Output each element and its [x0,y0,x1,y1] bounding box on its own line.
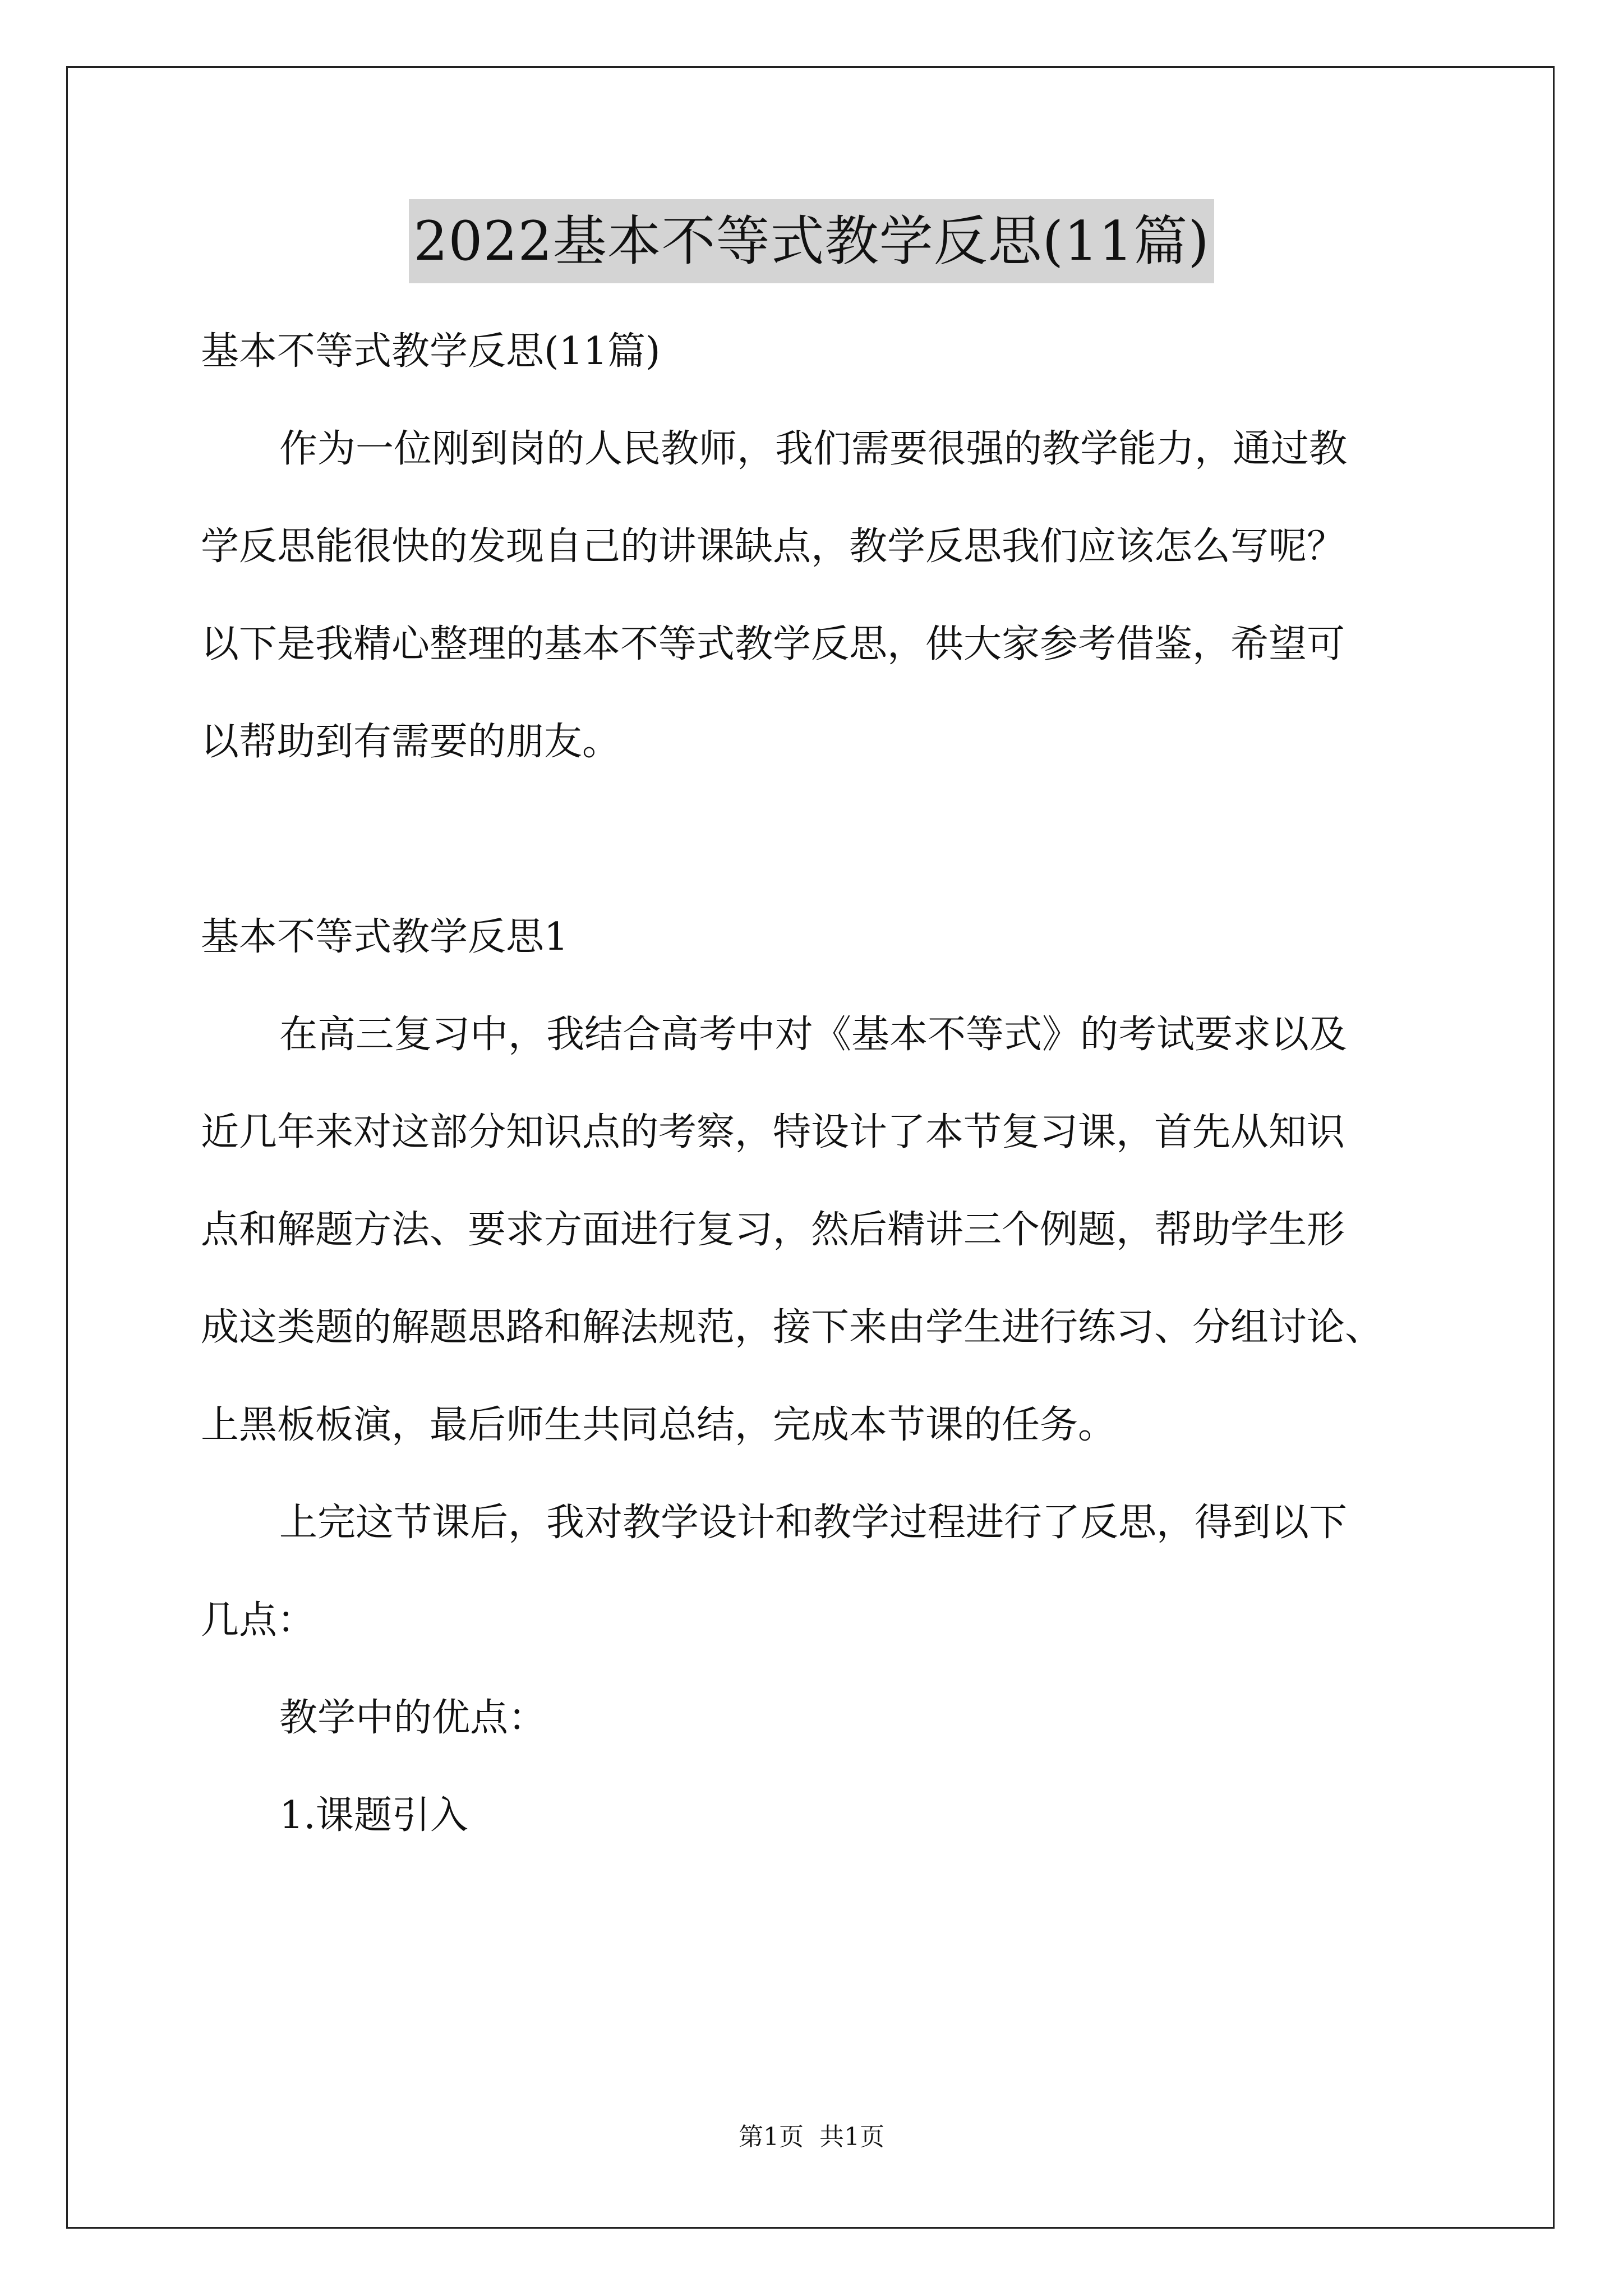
intro-line-4: 以帮助到有需要的朋友。 [201,720,621,764]
intro-line-2: 学反思能很快的发现自己的讲课缺点，教学反思我们应该怎么写呢？ [201,524,1345,569]
list-item-1: 1.课题引入 [279,1793,468,1838]
document-body [201,303,1435,1865]
para1-line-1: 在高三复习中，我结合高考中对《基本不等式》的考试要求以及 [279,1013,1348,1057]
para1-line-5: 上黑板板演，最后师生共同总结，完成本节课的任务。 [201,1403,1117,1447]
intro-line-3: 以下是我精心整理的基本不等式教学反思，供大家参考借鉴，希望可 [201,622,1345,666]
para1-line-2: 近几年来对这部分知识点的考察，特设计了本节复习课，首先从知识 [201,1110,1345,1154]
page-number-current: 第1页 [739,2123,804,2151]
section-heading: 基本不等式教学反思1 [201,915,569,959]
merits-label: 教学中的优点： [279,1696,547,1740]
document-subtitle: 基本不等式教学反思(11篇) [201,329,661,374]
document-title: 2022基本不等式教学反思(11篇) [409,199,1214,283]
para1-line-4: 成这类题的解题思路和解法规范，接下来由学生进行练习、分组讨论、 [201,1305,1384,1350]
para1-line-3: 点和解题方法、要求方面进行复习，然后精讲三个例题，帮助学生形 [201,1208,1345,1252]
para2-line-2: 几点： [201,1598,316,1642]
page-footer [0,2120,1623,2154]
blank-line [201,791,1435,889]
para2-line-1: 上完这节课后，我对教学设计和教学过程进行了反思，得到以下 [279,1501,1348,1545]
intro-line-1: 作为一位刚到岗的人民教师，我们需要很强的教学能力，通过教 [279,427,1348,471]
title-container [0,199,1623,283]
page-number-total: 共1页 [819,2123,884,2151]
